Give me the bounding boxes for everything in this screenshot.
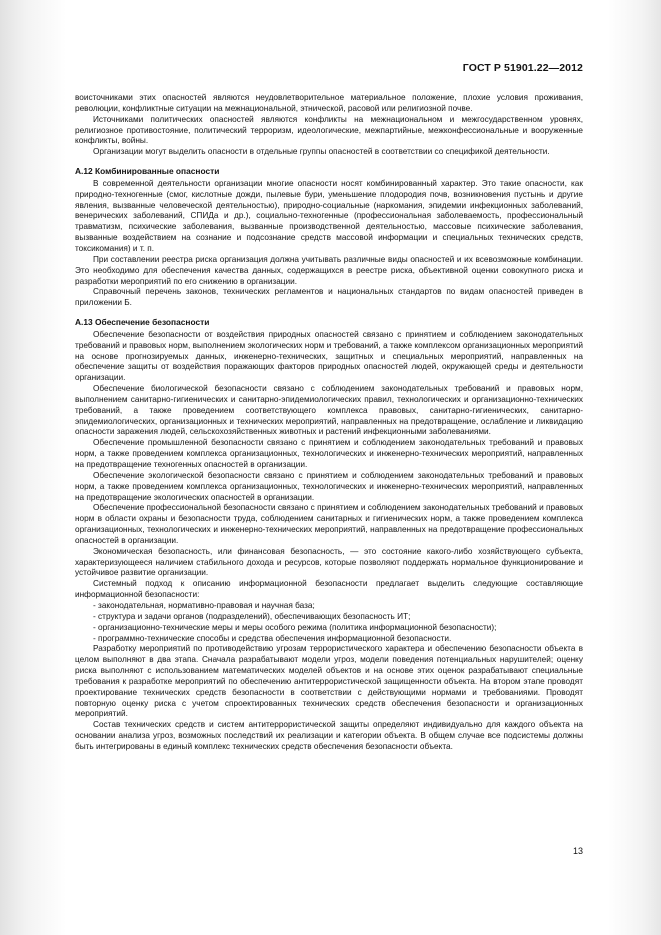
- paragraph: Обеспечение биологической безопасности связано с соблюдением законодательных требований и правовых норм, выполнением санитарно-гигиенических и санитарно-эпидемиологических правил, технологических и организационно-технических требований, а также проведением соответствующего комплекса правовых, санитарно-гигиенических, санитарно-эпидемиологических, организационных и технических мероприятий, направленных на предотвращение, ослабление и ликвидацию опасности заражения людей, сельскохозяйственных животных и растений инфекционными заболеваниями.: [75, 384, 583, 437]
- paragraph: Обеспечение безопасности от воздействия природных опасностей связано с принятием и соблюдением законодательных требований и правовых норм, выполнением экологических норм и требований, а также комплексом организационных мероприятий на основе прогнозируемых данных, инженерно-технических, защитных и специальных мероприятий, направленных на обеспечение защиты от воздействия поражающих факторов природных опасностей людей, окружающей среды и деятельности организации.: [75, 329, 583, 383]
- paragraph: Состав технических средств и систем антитеррористической защиты определяют индивидуально для каждого объекта на основании анализа угроз, возможных последствий их реализации и категории объекта. В общем случае все подсистемы должны быть интегрированы в единый комплекс технических средств обеспечения безопасности объекта.: [75, 720, 583, 751]
- paragraph: Разработку мероприятий по противодействию угрозам террористического характера и обеспечению безопасности объекта в целом выполняют в два этапа. Сначала разрабатывают модели угроз, модели поведения потенциальных нарушителей; оценку риска выполняют с использованием математических моделей объектов и на основе этих оценок разрабатывают специальные требования к разработке мероприятий по обеспечению антитеррористической защищенности объекта. На втором этапе проводят проектирование технических средств безопасности в соответствии с действующими нормами и требованиями. Проводят повторную оценку риска с учетом спроектированных технических средств обеспечения безопасности и организационных мероприятий.: [75, 644, 583, 719]
- page-number: 13: [572, 846, 583, 856]
- section-heading-a12: А.12 Комбинированные опасности: [75, 166, 220, 177]
- paragraph: В современной деятельности организации многие опасности носят комбинированный характер. Это такие опасности, как природно-техногенные (смог, кислотные дожди, пылевые бури, уменьшение плодородия почв, возникновения пустынь и другие явления, вызванные человеческой деятельностью), природно-социальные (наркомания, эпидемии инфекционных заболеваний, венерических заболеваний, СПИДа и др.), социально-техногенные (профессиональная заболеваемость, профессиональный травматизм, психические заболевания, вызванные производственной деятельностью, массовые психические заболевания, вызванные воздействием на сознание и подсознание средств массовой информации и специальных технических средств, токсикомания) и т. п.: [75, 178, 583, 253]
- paragraph: При составлении реестра риска организация должна учитывать различные виды опасностей и их всевозможные комбинации. Это необходимо для обеспечения качества данных, содержащихся в реестре риска, объективной оценки совокупного риска и разработки мероприятий по его снижению в организации.: [75, 254, 583, 286]
- list-item: - организационно-технические меры и меры особого режима (политика информационной безопасности);: [93, 622, 497, 632]
- document-body: [75, 93, 583, 753]
- paragraph: Обеспечение профессиональной безопасности связано с принятием и соблюдением законодательных требований и правовых норм в области охраны и безопасности труда, соблюдением санитарных и гигиенических норм, а также проведением комплекса организационных, технологических и инженерно-технических мероприятий, направленных на предотвращение профессиональных опасностей в организации.: [75, 503, 583, 545]
- paragraph: Обеспечение экологической безопасности связано с принятием и соблюдением законодательных требований и правовых норм, а также проведением комплекса организационных, технологических и инженерно-технических мероприятий, направленных на предотвращение экологических опасностей в организации.: [75, 470, 583, 502]
- document-id: ГОСТ Р 51901.22—2012: [462, 62, 583, 74]
- paragraph: Обеспечение промышленной безопасности связано с принятием и соблюдением законодательных требований и правовых норм, а также проведением комплекса организационных, технологических и инженерно-технических мероприятий, направленных на предотвращение техногенных опасностей в организации.: [75, 438, 583, 469]
- list-item: - законодательная, нормативно-правовая и научная база;: [93, 600, 315, 610]
- section-heading-a13: А.13 Обеспечение безопасности: [75, 317, 210, 328]
- paragraph: воисточниками этих опасностей являются неудовлетворительное материальное положение, плохие условия проживания, революции, конфликтные ситуации на межнациональной, этнической, расовой или религиозной почве.: [75, 93, 583, 113]
- list-item: - структура и задачи органов (подразделений), обеспечивающих безопасность ИТ;: [93, 611, 411, 621]
- paragraph: Организации могут выделить опасности в отдельные группы опасностей в соответствии со спецификой деятельности.: [93, 147, 550, 157]
- paragraph: Экономическая безопасность, или финансовая безопасность, — это состояние какого-либо хозяйствующего субъекта, характеризующееся наличием стабильного дохода и ресурсов, которые позволяют поддержать нормальное функционирование и устойчивое развитие организации.: [75, 546, 583, 578]
- paragraph: Справочный перечень законов, технических регламентов и национальных стандартов по видам опасностей приведен в приложении Б.: [75, 287, 583, 308]
- paragraph: Источниками политических опасностей являются конфликты на межнациональном и межгосударственном уровнях, религиозное противостояние, политический терроризм, идеологические, межпартийные, межконфессиональные и вооруженные конфликты, войны.: [75, 114, 583, 146]
- list-item: - программно-технические способы и средства обеспечения информационной безопасности.: [93, 633, 452, 643]
- paragraph: Системный подход к описанию информационной безопасности предлагает выделить следующие составляющие информационной безопасности:: [75, 579, 583, 600]
